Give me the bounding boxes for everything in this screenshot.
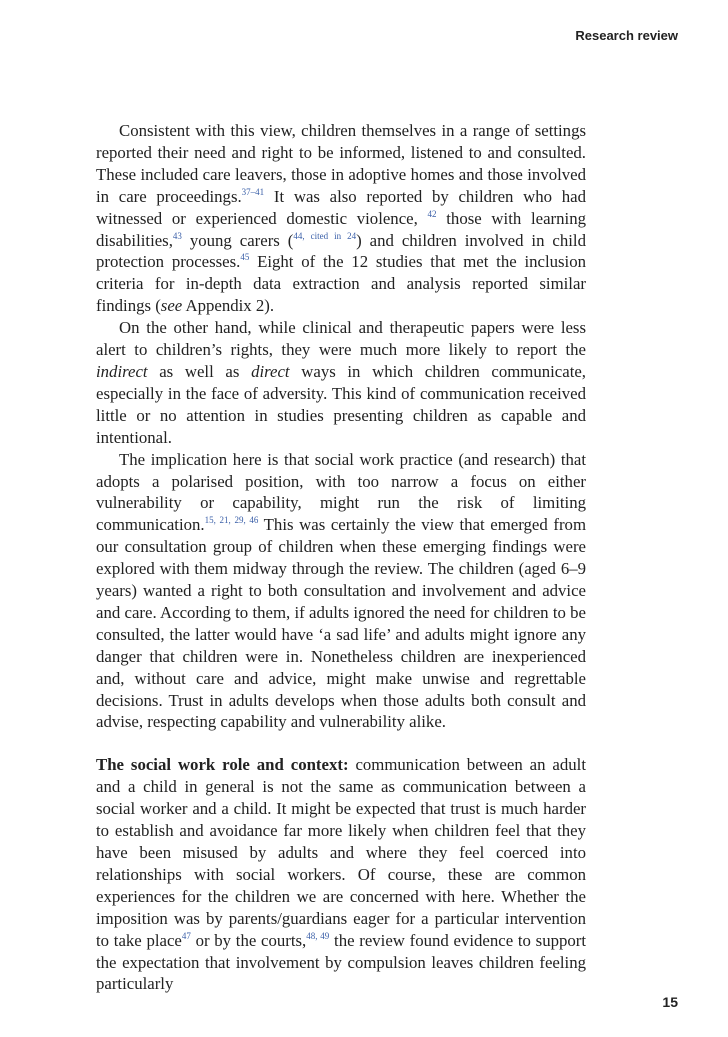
italic-text: see xyxy=(160,296,183,316)
section-heading: The social work role and context: xyxy=(96,755,349,775)
text-run: the review found evidence to support the expectation that involvement by compulsion leaves children feeling particularly xyxy=(96,930,587,994)
italic-text: indirect xyxy=(96,361,148,381)
paragraph xyxy=(96,317,586,448)
citation-ref[interactable]: 44, cited in 24 xyxy=(293,230,357,241)
text-run: communication between an adult and a child in general is not the same as communication between a social worker and a child. It might be expected that trust is much harder to establish and avoidance far more likely when children feel that they have been misused by adults and where they feel coerced into relationships with social workers. Of course, these are common experiences for the children we are concerned with here. Whether the imposition was by parents/guardians eager for a particular intervention to take place xyxy=(96,755,586,950)
paragraph xyxy=(96,120,586,317)
citation-ref[interactable]: 45 xyxy=(240,252,250,263)
page-number: 15 xyxy=(662,994,678,1010)
text-run: Eight of the 12 studies that met the inclusion criteria for in-depth data extraction and analysis reported similar findings ( xyxy=(96,252,586,316)
citation-ref[interactable]: 42 xyxy=(427,208,437,219)
text-run: or by the courts, xyxy=(190,930,307,950)
text-run: On the other hand, while clinical and therapeutic papers were less alert to children’s rights, they were much more likely to report the xyxy=(96,318,586,360)
citation-ref[interactable]: 48, 49 xyxy=(306,930,330,941)
citation-ref[interactable]: 47 xyxy=(181,930,191,941)
text-run: ) and children involved in child protection processes. xyxy=(96,230,586,272)
citation-ref[interactable]: 37–41 xyxy=(241,186,265,197)
text-run: those with learning disabilities, xyxy=(96,208,586,250)
text-run: The implication here is that social work practice (and research) that adopts a polarised position, with too narrow a focus on either vulnerability or capability, might run the risk of limiting communication. xyxy=(96,449,586,535)
running-header: Research review xyxy=(575,28,678,43)
text-run: as well as xyxy=(147,361,252,381)
text-run: It was also reported by children who had witnessed or experienced domestic violence, xyxy=(96,186,586,228)
citation-ref[interactable]: 15, 21, 29, 46 xyxy=(204,515,259,526)
body-text xyxy=(96,120,586,995)
text-run: Appendix 2). xyxy=(182,296,275,316)
citation-ref[interactable]: 43 xyxy=(172,230,182,241)
text-run: young carers ( xyxy=(181,230,294,250)
text-run: Consistent with this view, children themselves in a range of settings reported their need and right to be informed, listened to and consulted. These included care leavers, those in adoptive homes and those involved in care proceedings. xyxy=(96,121,586,206)
paragraph xyxy=(96,754,586,995)
italic-text: direct xyxy=(251,361,290,381)
paragraph xyxy=(96,449,586,734)
text-run: This was certainly the view that emerged from our consultation group of children when these emerging findings were explored with them midway through the review. The children (aged 6–9 years) wanted a right to both consultation and involvement and advice and care. According to them, if adults ignored the need for children to be consulted, the latter would have ‘a sad life’ and adults might ignore any danger that children were in. Nonetheless children are inexperienced and, without care and advice, might make unwise and regrettable decisions. Trust in adults develops when those adults both consult and advise, respecting capability and vulnerability alike. xyxy=(96,515,586,732)
text-run: ways in which children communicate, especially in the face of adversity. This kind of communication received little or no attention in studies presenting children as capable and intentional. xyxy=(96,361,586,447)
